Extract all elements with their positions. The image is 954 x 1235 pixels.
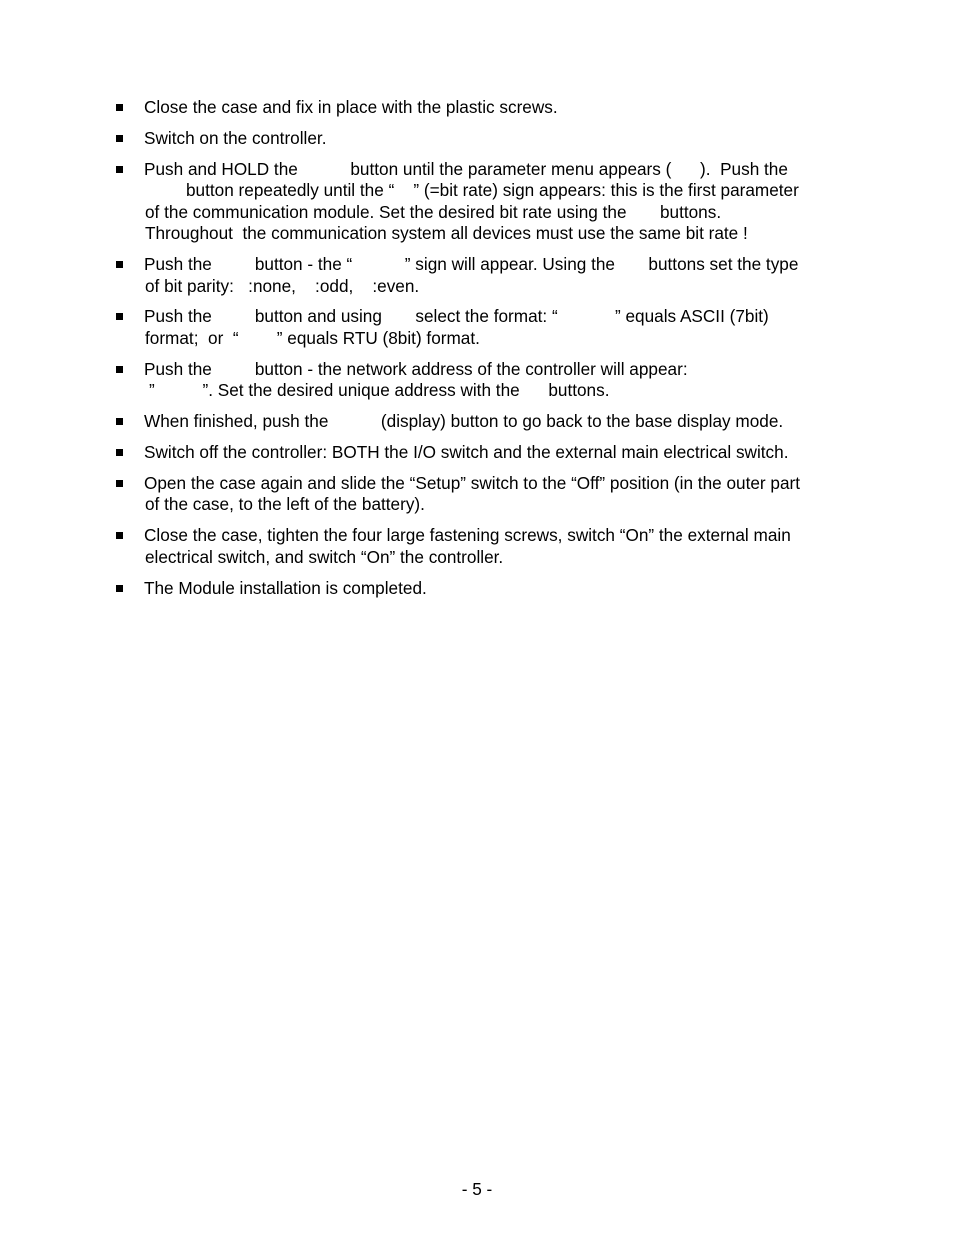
bullet-marker	[116, 480, 123, 487]
list-item-text: Switch on the controller.	[144, 128, 327, 148]
list-item-text: The Module installation is completed.	[144, 578, 427, 598]
page-number: - 5 -	[461, 1179, 493, 1199]
list-item-text: Open the case again and slide the “Setup” switch to the “Off” position (in the outer part	[144, 473, 801, 493]
list-item-text: format; or “ ” equals RTU (8bit) format.	[145, 328, 480, 348]
list-item-text: ” ”. Set the desired unique address with the buttons.	[149, 380, 610, 400]
list-item-text: Close the case, tighten the four large fastening screws, switch “On” the external main	[144, 525, 791, 545]
list-item-text: Push the button - the network address of the controller will appear:	[144, 359, 688, 379]
bullet-marker	[116, 585, 123, 592]
list-item-text: electrical switch, and switch “On” the controller.	[145, 547, 504, 567]
bullet-marker	[116, 135, 123, 142]
bullet-marker	[116, 313, 123, 320]
list-item-text: button repeatedly until the “ ” (=bit rate) sign appears: this is the first parameter	[186, 180, 799, 200]
list-item-text: Close the case and fix in place with the plastic screws.	[144, 97, 558, 117]
list-item-text: Throughout the communication system all devices must use the same bit rate !	[145, 223, 748, 243]
bullet-marker	[116, 166, 123, 173]
list-item-text: of the communication module. Set the desired bit rate using the buttons.	[145, 202, 722, 222]
list-item-text: Push the button and using select the format: “ ” equals ASCII (7bit)	[144, 306, 769, 326]
list-item-text: When finished, push the (display) button to go back to the base display mode.	[144, 411, 784, 431]
list-item-text: of bit parity: :none, :odd, :even.	[145, 276, 420, 296]
list-item-text: Push the button - the “ ” sign will appear. Using the buttons set the type	[144, 254, 799, 274]
bullet-marker	[116, 104, 123, 111]
bullet-marker	[116, 532, 123, 539]
bullet-marker	[116, 261, 123, 268]
bullet-marker	[116, 418, 123, 425]
bullet-marker	[116, 366, 123, 373]
bullet-marker	[116, 449, 123, 456]
list-item-text: of the case, to the left of the battery).	[145, 494, 425, 514]
list-item-text: Switch off the controller: BOTH the I/O switch and the external main electrical switch.	[144, 442, 789, 462]
list-item-text: Push and HOLD the button until the parameter menu appears ( ). Push the	[144, 159, 788, 179]
